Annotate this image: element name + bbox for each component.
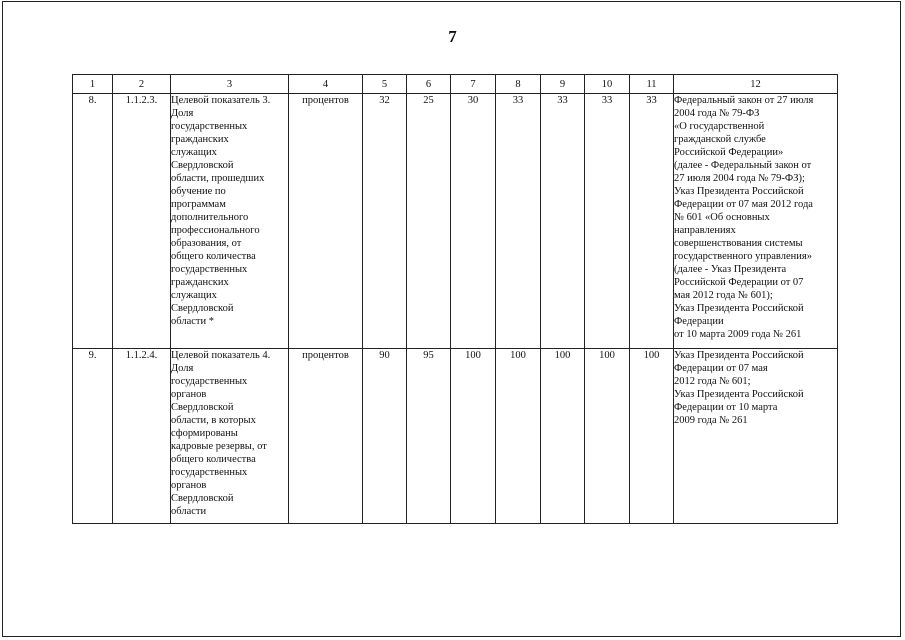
value-cell: 33 (541, 94, 585, 349)
header-cell: 8 (496, 75, 541, 94)
header-cell: 10 (585, 75, 630, 94)
header-cell: 6 (407, 75, 451, 94)
indicator-table (72, 74, 838, 524)
header-cell: 7 (451, 75, 496, 94)
value-cell: 100 (496, 349, 541, 524)
value-cell: 95 (407, 349, 451, 524)
header-cell: 11 (630, 75, 674, 94)
indicator-text: Целевой показатель 3. Доля государственных гражданских служащих Свердловской области, прошедших обучение по программам дополнительного профессионального образования, от общего количества государственных гражданских служащих Свердловской области * (171, 95, 271, 327)
header-cell: 3 (171, 75, 289, 94)
header-row (73, 75, 838, 94)
legal-source (674, 349, 838, 524)
row-number: 8. (73, 94, 113, 349)
value-cell: 100 (585, 349, 630, 524)
indicator-description (171, 349, 289, 524)
table-row (73, 349, 838, 524)
value-cell: 33 (630, 94, 674, 349)
unit-cell: процентов (289, 94, 363, 349)
row-number: 9. (73, 349, 113, 524)
page-number: 7 (448, 27, 457, 46)
header-cell: 1 (73, 75, 113, 94)
value-cell: 33 (496, 94, 541, 349)
legal-source (674, 94, 838, 349)
row-code: 1.1.2.4. (113, 349, 171, 524)
header-cell: 12 (674, 75, 838, 94)
header-cell: 5 (363, 75, 407, 94)
unit-cell: процентов (289, 349, 363, 524)
header-cell: 9 (541, 75, 585, 94)
value-cell: 30 (451, 94, 496, 349)
legal-source-text: Федеральный закон от 27 июля 2004 года № 79-ФЗ «О государственной гражданской службе Российской Федерации» (далее - Федеральный закон от 27 июля 2004 года № 79-ФЗ); Указ Президента Российской Федерации от 07 мая 2012 года № 601 «Об основных направлениях совершенствования системы государственного управления» (далее - Указ Президента Российской Федерации от 07 мая 2012 года № 601); Указ Президента Российской Федерации от 10 марта 2009 года № 261 (674, 95, 814, 340)
value-cell: 33 (585, 94, 630, 349)
indicator-text: Целевой показатель 4. Доля государственных органов Свердловской области, в которых сформированы кадровые резервы, от общего количества государственных органов Свердловской области (171, 350, 271, 517)
value-cell: 100 (451, 349, 496, 524)
header-cell: 2 (113, 75, 171, 94)
value-cell: 90 (363, 349, 407, 524)
value-cell: 25 (407, 94, 451, 349)
header-cell: 4 (289, 75, 363, 94)
indicator-description (171, 94, 289, 349)
row-code: 1.1.2.3. (113, 94, 171, 349)
value-cell: 32 (363, 94, 407, 349)
value-cell: 100 (630, 349, 674, 524)
value-cell: 100 (541, 349, 585, 524)
table-row (73, 94, 838, 349)
legal-source-text: Указ Президента Российской Федерации от 07 мая 2012 года № 601; Указ Президента Российской Федерации от 10 марта 2009 года № 261 (674, 350, 804, 426)
